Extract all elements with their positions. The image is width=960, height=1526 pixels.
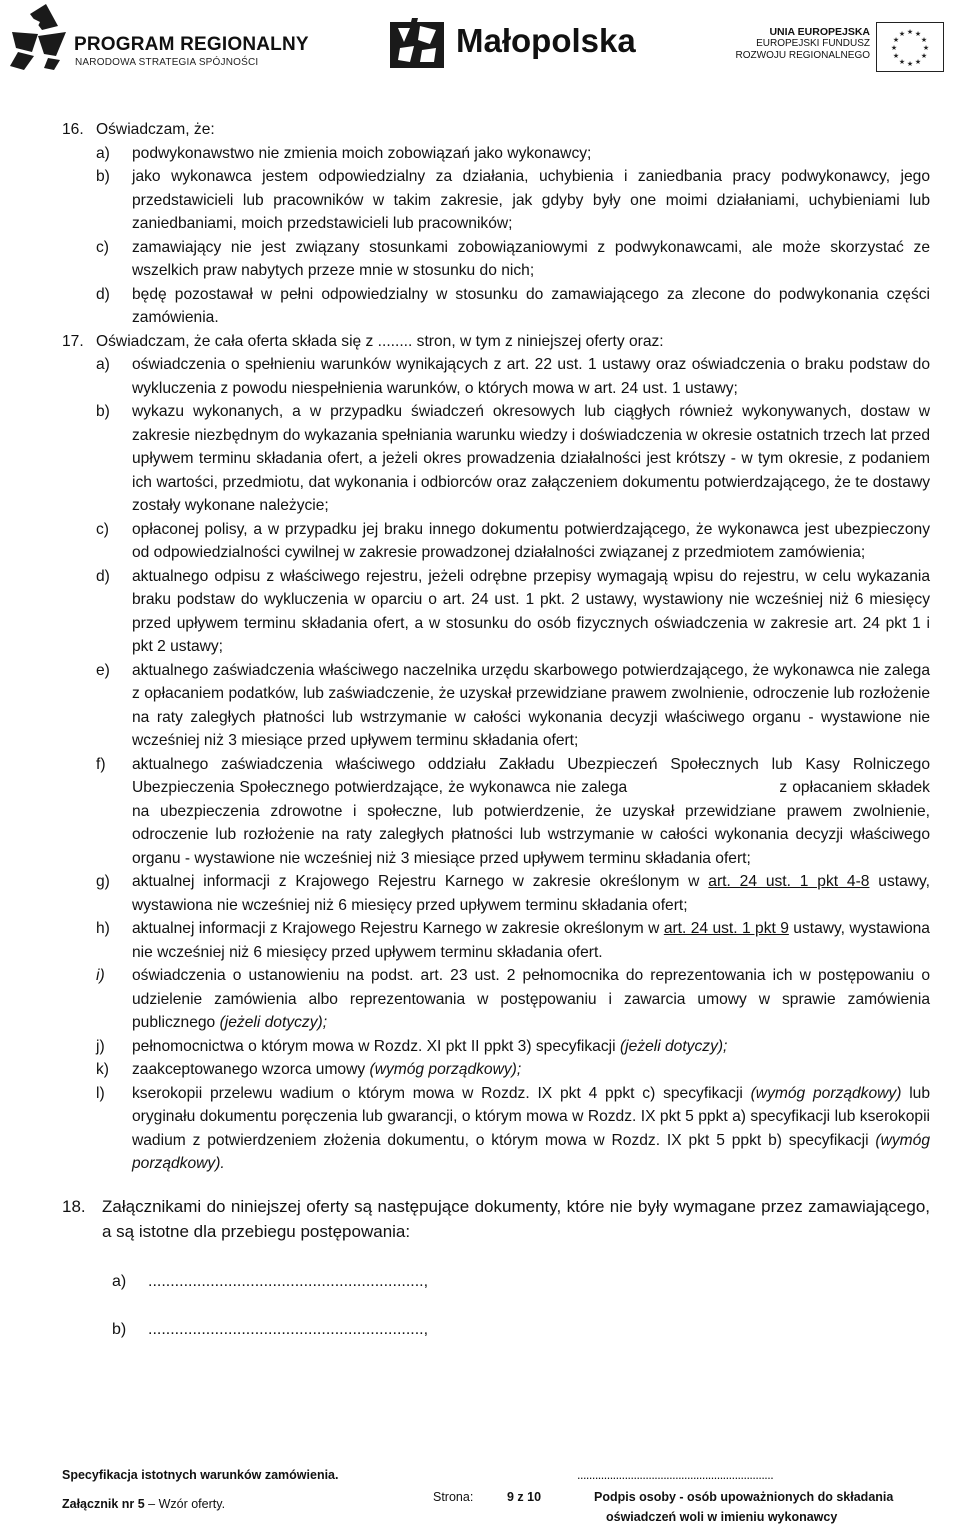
list-item: l) kserokopii przelewu wadium o którym mowa w Rozdz. IX pkt 4 ppkt c) specyfikacji (wymóg porządkowy) lub oryginału dokumentu poręczenia lub gwarancji, o którym mowa w Rozdz. IX pkt 5 ppkt a) specyfikacji lub kserokopii wadium z potwierdzeniem złożenia dokumentu, o którym mowa w Rozdz. IX pkt 5 ppkt b) specyfikacji (wymóg porządkowy). xyxy=(96,1084,930,1172)
list-item: g) aktualnej informacji z Krajowego Rejestru Karnego w zakresie określonym w art. 24 ust. 1 pkt 4-8 ustawy, wystawiona nie wcześniej niż 6 miesięcy przed upływem terminu składania ofert; xyxy=(96,873,931,914)
section-number: 17. xyxy=(62,332,84,350)
law-reference-link[interactable]: art. 24 ust. 1 pkt 4-8 xyxy=(708,873,870,890)
section-heading: Oświadczam, że cała oferta składa się z ........ stron, w tym z niniejszej oferty oraz: xyxy=(96,332,664,350)
region-title: Małopolska xyxy=(456,22,636,59)
list-item: d) będę pozostawał w pełni odpowiedzialny w stosunku do zamawiającego za zlecone do podwykonania części zamówienia. xyxy=(96,285,930,326)
program-title: PROGRAM REGIONALNY xyxy=(74,34,309,55)
eu-line2: EUROPEJSKI FUNDUSZ xyxy=(756,38,870,49)
list-item: e) aktualnego zaświadczenia właściwego naczelnika urzędu skarbowego potwierdzającego, że wykonawca nie zalega z opłacaniem podatków, lub zaświadczenie, że uzyskał przewidziane prawem zwolnienie, odroczenie lub rozłożenie na raty zaległych płatności lub wstrzymanie w całości wykonania decyzji właściwego organu - wystawione nie wcześniej niż 3 miesiące przed upływem terminu składania ofert; xyxy=(96,661,930,749)
eu-line1: UNIA EUROPEJSKA xyxy=(769,26,870,38)
list-item: i) oświadczenia o ustanowieniu na podst. art. 23 ust. 2 pełnomocnika do reprezentowania ich w postępowaniu o udzielenie zamówienia albo reprezentowania w postępowaniu i zawarcia umowy w sprawie zamówienia publicznego (jeżeli dotyczy); xyxy=(96,967,930,1031)
list-item: c) zamawiający nie jest związany stosunkami zobowiązaniowymi z podwykonawcami, ale może skorzystać ze wszelkich praw nabytych przeze mnie w stosunku do nich; xyxy=(96,238,930,279)
eu-line3: ROZWOJU REGIONALNEGO xyxy=(735,50,870,61)
section-16 xyxy=(0,118,960,142)
svg-text:★: ★ xyxy=(906,60,914,68)
footer-page-label: Strona: xyxy=(433,1490,474,1504)
signature-caption-2: oświadczeń woli w imieniu wykonawcy xyxy=(606,1510,838,1524)
program-subtitle: NARODOWA STRATEGIA SPÓJNOŚCI xyxy=(75,57,259,68)
footer-page-number: 9 z 10 xyxy=(507,1490,542,1504)
svg-text:★: ★ xyxy=(920,52,928,60)
svg-text:★: ★ xyxy=(914,58,922,66)
footer-attachment: Załącznik nr 5 – Wzór oferty. xyxy=(62,1497,226,1511)
svg-text:★: ★ xyxy=(898,58,906,66)
list-item: b) jako wykonawca jestem odpowiedzialny za działania, uchybienia i zaniedbania pracy podwykonawcy, jego przedstawicieli lub pracowników w takim zakresie, jak gdyby były one moimi działaniami, uchybieniami lub zaniedbaniami, moich przedstawicieli lub pracowników; xyxy=(96,168,930,232)
svg-text:★: ★ xyxy=(892,52,900,60)
malopolska-logo xyxy=(390,18,670,74)
list-item: k) zaakceptowanego wzorca umowy (wymóg porządkowy); xyxy=(96,1061,522,1078)
svg-text:★: ★ xyxy=(920,36,928,44)
signature-line: .................................................................. xyxy=(577,1468,774,1482)
section-text: Załącznikami do niniejszej oferty są następujące dokumenty, które nie były wymagane przez zamawiającego, a są istotne dla przebiegu postępowania: xyxy=(102,1196,930,1241)
footer-spec: Specyfikacja istotnych warunków zamówienia. xyxy=(62,1468,339,1482)
svg-text:★: ★ xyxy=(922,44,930,52)
list-item: j) pełnomocnictwa o którym mowa w Rozdz. XI pkt II ppkt 3) specyfikacji (jeżeli dotyczy); xyxy=(96,1037,728,1055)
signature-caption-1: Podpis osoby - osób upoważnionych do składania xyxy=(594,1490,894,1504)
list-item: b) wykazu wykonanych, a w przypadku świadczeń okresowych lub ciągłych również wykonywanych, dostaw w zakresie niezbędnym do wykazania spełniania warunku wiedzy i doświadczenia w okresie ostatnich trzech lat przed upływem terminu składania ofert, a jeżeli okres prowadzenia działalności jest krótszy - w tym okresie, z podaniem ich wartości, przedmiotu, dat wykonania i odbiorców oraz załączeniem dokumentu potwierdzającego, że te dostawy zostały wykonane należycie; xyxy=(96,403,930,514)
list-item: c) opłaconej polisy, a w przypadku jej braku innego dokumentu potwierdzającego, że wykonawca jest ubezpieczony od odpowiedzialności cywilnej w zakresie prowadzonej działalności związanej z przedmiotem zamówienia; xyxy=(96,520,930,561)
section-heading: Oświadczam, że: xyxy=(96,121,215,138)
svg-text:★: ★ xyxy=(890,44,898,52)
list-item: d) aktualnego odpisu z właściwego rejestru, jeżeli odrębne przepisy wymagają wpisu do rejestru, w celu wykazania braku podstaw do wykluczenia w oparciu o art. 24 ust. 1 pkt. 2 ustawy, wystawiony nie wcześniej niż 6 miesięcy przed upływem terminu składania ofert, a w stosunku do osób fizycznych oświadczenia w zakresie art. 24 pkt 1 i pkt 2 ustawy; xyxy=(96,567,930,655)
svg-text:★: ★ xyxy=(892,36,900,44)
star-emblem-icon xyxy=(8,4,70,70)
list-item: a) podwykonawstwo nie zmienia moich zobowiązań jako wykonawcy; xyxy=(96,144,592,162)
page-header xyxy=(0,0,960,80)
attachment-line-a: a) .............................................................., xyxy=(112,1272,429,1290)
section-17 xyxy=(0,330,960,354)
list-item: f) aktualnego zaświadczenia właściwego oddziału Zakładu Ubezpieczeń Społecznych lub Kasy Rolniczego Ubezpieczenia Społecznego potwierdzające, że wykonawca nie zalega z opłacaniem składek na ubezpieczenia zdrowotne i społeczne, lub potwierdzenie, że uzyskał przewidziane prawem zwolnienie, odroczenie lub rozłożenie na raty zaległych płatności lub wstrzymanie w całości wykonania decyzji właściwego organu - wystawione nie wcześniej niż 3 miesiące przed upływem terminu składania ofert; xyxy=(96,755,930,867)
list-item: h) aktualnej informacji z Krajowego Rejestru Karnego w zakresie określonym w art. 24 ust. 1 pkt 9 ustawy, wystawiona nie wcześniej niż 6 miesięcy przed upływem terminu składania ofert. xyxy=(96,920,930,961)
malopolska-emblem-icon xyxy=(390,18,446,70)
eu-logo xyxy=(730,22,955,72)
document-body xyxy=(0,118,960,1342)
svg-text:★: ★ xyxy=(898,30,906,38)
list-item: a) oświadczenia o spełnieniu warunków wynikających z art. 22 ust. 1 ustawy oraz oświadczenia o braku podstaw do wykluczenia z powodu niespełnienia warunków, o których mowa w art. 24 ust. 1 ustawy; xyxy=(96,356,930,397)
svg-text:★: ★ xyxy=(914,30,922,38)
section-number: 18. xyxy=(62,1196,86,1216)
law-reference-link[interactable]: art. 24 ust. 1 pkt 9 xyxy=(663,920,789,937)
section-18 xyxy=(0,1194,960,1244)
eu-flag-icon xyxy=(876,22,944,72)
section-number: 16. xyxy=(62,121,84,138)
attachment-line-b: b) .............................................................., xyxy=(112,1321,429,1338)
page-footer xyxy=(0,1460,960,1526)
program-regionalny-logo xyxy=(8,4,308,70)
eu-text xyxy=(730,26,870,62)
svg-text:★: ★ xyxy=(906,28,914,36)
